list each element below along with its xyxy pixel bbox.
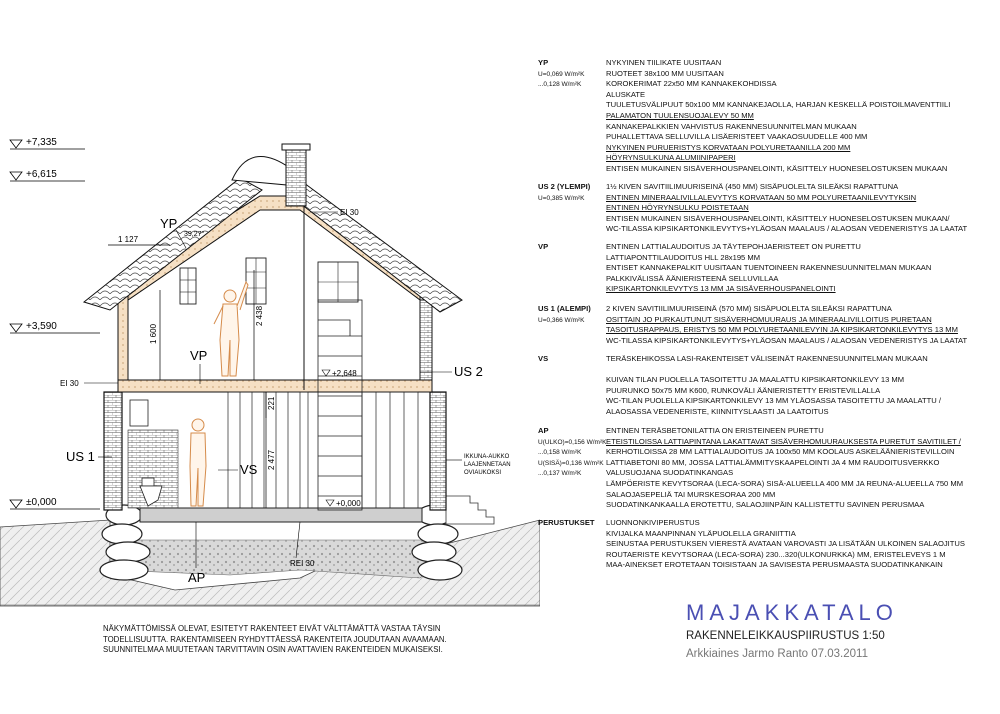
label-us2: US 2 [454,364,483,379]
spec-line: ENTINEN LATTIALAUDOITUS JA TÄYTEPOHJAERISTEET ON PURETTU [606,242,861,251]
label-vp: VP [190,348,208,363]
section-drawing [0,0,540,620]
spec-line: ENTINEN HÖYRYNSULKU POISTETAAN [606,203,749,213]
window-note [446,454,511,476]
disclaimer-line: NÄKYMÄTTÖMISSÄ OLEVAT, ESITETYT RAKENTEET EIVÄT VÄLTTÄMÄTTÄ VASTAA TÄYSIN [103,624,441,633]
spec-code: US 2 (YLEMPI) [538,182,591,191]
spec-line: ENTISEN MUKAINEN SISÄVERHOUSPANELOINTI, KÄSITTELY HUONESELOSTUKSEN MUKAAN [606,164,948,173]
spec-line: PALAMATON TUULENSUOJALEVY 50 MM [606,111,754,120]
spec-code: VS [538,354,549,363]
spec-line: KANNAKEPALKKIEN VAHVISTUS RAKENNESUUNNITELMAN MUKAAN [606,121,857,131]
spec-line: NYKYINEN TIILIKATE UUSITAAN [606,58,722,67]
spec-line: ENTINEN TERÄSBETONILATTIA ON ERISTEINEEN PURETTU [606,426,824,435]
spec-u-value: ...0,158 W/m²K [538,449,582,457]
spec-u-value: U=0,069 W/m²K [538,70,585,78]
spec-line: 2 KIVEN SAVITIILIMUURISEINÄ (570 MM) SISÄPUOLELTA SILEÄKSI RAPATTUNA [606,304,892,313]
label-ei30-top: EI 30 [340,208,359,217]
spec-u-value: ...0,137 W/m²K [538,470,582,478]
spec-line: LUONNONKIVIPERUSTUS [606,518,700,527]
spec-line: ENTISEN MUKAINEN SISÄVERHOUSPANELOINTI, KÄSITTELY HUONESELOSTUKSEN MUKAAN/ [606,213,950,223]
spec-line: HÖYRYNSULKUNA ALUMIINIPAPERI [606,153,736,163]
label-ei30-left: EI 30 [60,379,79,388]
drawing-title: RAKENNELEIKKAUSPIIRUSTUS 1:50 [686,630,885,642]
roof-angle-label: 39,27° [184,231,205,238]
spec-line: KIVIJALKA MAANPINNAN YLÄPUOLELLA GRANIITTIA [606,528,796,538]
spec-code: US 1 (ALEMPI) [538,304,591,313]
external-steps [446,496,494,524]
spec-line: NYKYINEN PURUERISTYS KORVATAAN POLYURETAANILLA 200 MM [606,142,851,152]
spec-line: ALAOSASSA VEDENERISTE, KIINNITYSLAASTI JA LAATOITUS [606,407,829,416]
spec-line: ROUTAERISTE KEVYTSORAA (LECA-SORA) 230...320(ULKONURKKA) MM, ERISTELEVEYS 1 M [606,549,946,559]
dim-1127-label: 1 127 [118,235,139,244]
spec-line: MAA-AINEKSET EROTETAAN TOISISTAAN JA SAVISESTA PERUSMAASTA SUODATINKANKAIN [606,560,943,570]
dim-221-label: 221 [267,396,276,410]
window-note-line-3: OVIAUKOKSI [464,470,502,476]
attic-window-middle [246,258,266,304]
spec-line: KOROKERIMAT 22x50 MM KANNAKEKOHDISSA [606,79,777,89]
drainage-gravel [110,540,445,578]
disclaimer-line: SUUNNITELMAA MUUTETAAN TARVITTAVIN OSIN AVATTAVIEN RAKENTEIDEN MUKAISEKSI. [103,645,443,654]
spec-u-value: U(SISÄ)=0,136 W/m²K [538,459,604,467]
label-vs: VS [240,462,258,477]
level-mark-7335 [10,137,85,149]
spec-line: TUULETUSVÄLIPUUT 50x100 MM KANNAKEJAOLLA, HARJAN KESKELLÄ POISTOILMAVENTTIILI [606,100,951,110]
level-0000-label: ±0,000 [26,497,57,508]
level-mark-0000 [10,497,100,509]
spec-line: ENTISET KANNAKEPALKIT UUSITAAN TUENTOINEEN RAKENNESUUNNITELMAN MUKAAN [606,263,932,273]
spec-line: PUURUNKO 50x75 MM K600, RUNKOVÄLI ÄÄNIERISTETTY ERISTEVILLALLA [606,385,881,395]
window-note-line-1: IKKUNA-AUKKO [464,454,510,460]
spec-u-value: U(ULKO)=0,156 W/m²K [538,438,607,446]
interior-staircase [318,300,362,510]
level-mark-3590 [10,321,100,333]
spec-line: WC-TILASSA KIPSIKARTONKILEVYTYS+YLÄOSAN MAALAUS / ALAOSAN VEDENERISTYS JA LAATAT [606,335,968,345]
attic-window-left [180,268,196,304]
spec-line: KERHOTILOISSA 28 MM LATTIALAUDOITUS JA 100x50 MM KOOLAUS ASKELÄÄNIERISTEVILLOIN [606,447,955,457]
spec-line: LÄMPÖERISTE KEVYTSORAA (LECA-SORA) SISÄ-ALUEELLA 400 MM JA REUNA-ALUEELLA 750 MM [606,479,964,488]
spec-line: ENTINEN MINERAALIVILLALEVYTYS KORVATAAN 50 MM POLYURETAANILEVYTYKSIN [606,192,917,202]
spec-line: 1½ KIVEN SAVITIILIMUURISEINÄ (450 MM) SISÄPUOLELTA SILEÄKSI RAPATTUNA [606,182,899,191]
wall-us1-left [104,392,122,510]
attic-window-right [318,262,358,302]
level-2648-label: +2,648 [332,369,357,378]
spec-line: TASOITUSRAPPAUS, ERISTYS 50 MM POLYURETAANILEVYIN JA KIPSIKARTONKILEVYTYS 13 MM [606,325,958,335]
level-0000-inner-label: +0,000 [336,499,361,508]
spec-line: OSITTAIN JO PURKAUTUNUT SISÄVERHOMUURAUS JA MINERAALIVILLOITUS PURETAAN [606,314,932,324]
dim-2477-label: 2 477 [267,449,276,470]
spec-line: LATTIAPONTTILAUDOITUS HLL 28x195 MM [606,252,761,262]
spec-line: PUHALLETTAVA SELLUVILLA LISÄERISTEET VAAKAOSUUDELLE 400 MM [606,132,868,142]
spec-line: WC-TILAN PUOLELLA KIPSIKARTONKILEVY 13 MM YLÄOSASSA TASOITETTU JA MAALATTU / [606,396,941,406]
chimney [286,148,306,206]
dim-2438-label: 2 438 [255,305,264,326]
spec-line: PALKKIVÄLISSÄ ÄÄNIERISTEENÄ SELLUVILLAA [606,273,779,283]
author-line: Arkkiaines Jarmo Ranto 07.03.2011 [686,648,868,660]
intermediate-floor-vp [118,380,432,392]
person-figure-lower [190,419,206,506]
spec-line: KUIVAN TILAN PUOLELLA TASOITETTU JA MAALATTU KIPSIKARTONKILEVY 13 MM [606,375,905,385]
spec-code: YP [538,58,549,67]
spec-line: ETEISTILOISSA LATTIAPINTANA LAKATTAVAT SISÄVERHOMUURAUKSESTA PURETUT SAVITIILET / [606,436,961,446]
spec-line: KIPSIKARTONKILEVYTYS 13 MM JA SISÄVERHOUSPANELOINTI [606,284,836,294]
wc-window [130,400,148,426]
level-mark-6615 [10,169,85,181]
spec-line: RUOTEET 38x100 MM UUSITAAN [606,68,724,78]
glass-partition-vs [228,392,418,508]
dim-1600-label: 1 600 [149,323,158,344]
level-0000-inner-mark [326,499,361,508]
spec-code: AP [538,426,549,435]
spec-u-value: ...0,128 W/m²K [538,81,582,89]
label-yp: YP [160,216,178,231]
spec-u-value: U=0,366 W/m²K [538,316,585,324]
level-2648-mark [322,369,357,378]
disclaimer [103,624,483,656]
person-figure-upper [214,282,248,376]
spec-u-value: U=0,385 W/m²K [538,194,585,202]
spec-line: SUODATINKANKAALLA EROTETTU, SALAOJIINPÄIN KALLISTETTU SAVINEN PERUSMAA [606,500,925,510]
level-6615-label: +6,615 [26,169,57,180]
wall-us2-right [420,300,432,386]
label-us1: US 1 [66,449,95,464]
project-title: MAJAKKATALO [686,600,898,625]
spec-line: TERÄSKEHIKOSSA LASI-RAKENTEISET VÄLISEINÄT RAKENNESUUNNITELMAN MUKAAN [606,354,928,363]
spec-line: WC-TILASSA KIPSIKARTONKILEVYTYS+YLÄOSAN MAALAUS / ALAOSAN VEDENERISTYS JA LAATAT [606,224,968,234]
floor-slab [140,508,422,522]
roof-tiles-left [84,178,262,310]
wall-us1-right [430,392,446,510]
spec-line: VALUSUOJANA SUODATINKANGAS [606,468,734,478]
spec-line: ALUSKATE [606,89,646,99]
spec-code: PERUSTUKSET [538,518,595,527]
label-rei30: REI 30 [290,559,315,568]
spec-line: SALAOJASEPELIÄ TAI MURSKESORAA 200 MM [606,489,776,499]
label-ap: AP [188,570,206,585]
spec-code: VP [538,242,549,251]
level-3590-label: +3,590 [26,321,57,332]
spec-line: SEINUSTAA PERUSTUKSEN VIERESTÄ AVATAAN VAROVASTI JA LISÄTÄÄN ULKOINEN SALAOJITUS [606,539,965,549]
level-7335-label: +7,335 [26,137,57,148]
spec-line: LATTIABETONI 80 MM, JOSSA LATTIALÄMMITYSKAAPELOINTI JA 4 MM RAUDOITUSVERKKO [606,457,940,467]
window-note-line-2: LAAJENNETAAN [464,462,511,468]
disclaimer-line: TODELLISUUTTA. RAKENTAMISEEN RYHDYTTÄESSÄ RAKENTEITA JOUDUTAAN AVAAMAAN. [103,634,447,644]
